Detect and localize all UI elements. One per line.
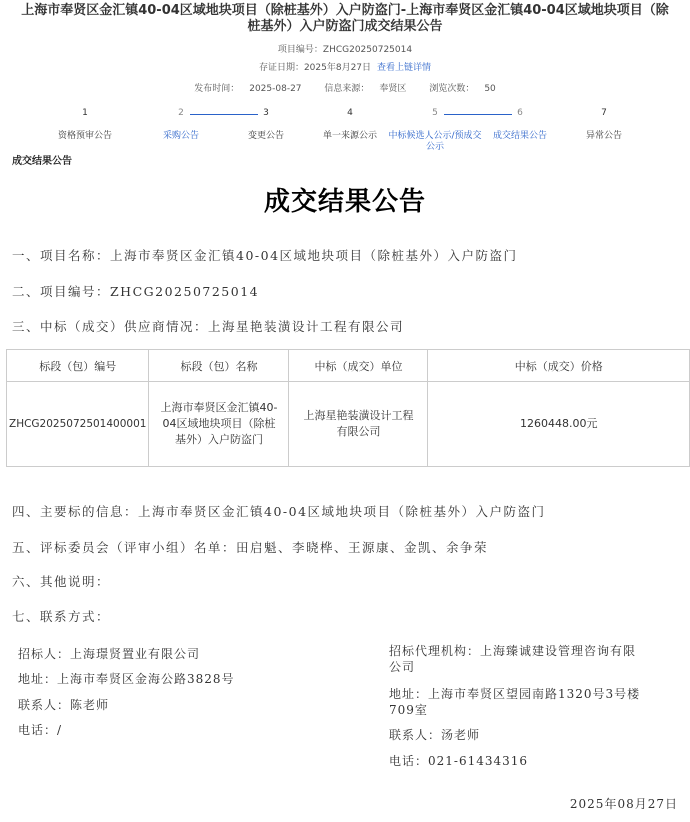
- result-table: [6, 349, 690, 467]
- step-number: 2: [178, 108, 184, 118]
- table-header: 标段（包）编号: [7, 350, 149, 382]
- agency-phone: 电话：021-61434316: [389, 754, 529, 768]
- step-number: 4: [347, 108, 353, 118]
- evidence-line: [0, 60, 690, 73]
- agency-name-cont: 公司: [389, 660, 416, 674]
- lot-code-cell: ZHCG2025072501400001: [7, 382, 149, 467]
- step-number: 1: [82, 108, 88, 118]
- notice-date: 2025年08月27日: [569, 797, 678, 811]
- step-1[interactable]: [30, 108, 140, 142]
- evidence-date-label: 存证日期：: [258, 63, 304, 73]
- table-header: 中标（成交）价格: [428, 350, 690, 382]
- step-label: 成交结果公告: [492, 131, 547, 141]
- lot-name-cell: 上海市奉贤区金汇镇40-04区域地块项目（除桩基外）入户防盗门: [149, 382, 289, 467]
- buyer-name: 招标人：上海璟贤置业有限公司: [18, 647, 201, 661]
- committee-line: 五、评标委员会（评审小组）名单：田启魁、李晓桦、王源康、金凯、余争荣: [12, 540, 489, 555]
- publish-time: [189, 84, 306, 94]
- page-title: 上海市奉贤区金汇镇40-04区域地块项目（除桩基外）入户防盗门-上海市奉贤区金汇镇40-04区域地块项目（除桩基外）入户防盗门成交结果公告: [21, 3, 669, 34]
- other-notes-line: 六、其他说明：: [12, 574, 111, 589]
- step-label: 单一来源公示: [322, 131, 377, 141]
- buyer-phone: 电话：/: [18, 723, 63, 737]
- project-name-line: 一、项目名称：上海市奉贤区金汇镇40-04区域地块项目（除桩基外）入户防盗门: [12, 248, 518, 263]
- section-label: 成交结果公告: [12, 156, 72, 167]
- project-code-line: 二、项目编号：ZHCG20250725014: [12, 284, 260, 299]
- winner-cell: 上海星艳装潢设计工程有限公司: [289, 382, 428, 467]
- step-label: 变更公告: [247, 131, 284, 141]
- step-7[interactable]: [549, 108, 659, 142]
- table-header-row: [7, 350, 690, 382]
- info-source: [319, 84, 411, 94]
- price-cell: 1260448.00元: [428, 382, 690, 467]
- buyer-address: 地址：上海市奉贤区金海公路3828号: [18, 672, 235, 686]
- agency-contact: 联系人：汤老师: [389, 728, 481, 742]
- step-label: 资格预审公告: [57, 131, 112, 141]
- views-label: 浏览次数：: [429, 84, 475, 94]
- step-label: 异常公告: [585, 131, 622, 141]
- process-steps: [0, 108, 690, 154]
- publish-info: [0, 81, 690, 94]
- subject-line: 四、主要标的信息：上海市奉贤区金汇镇40-04区域地块项目（除桩基外）入户防盗门: [12, 504, 546, 519]
- agency-name: 招标代理机构：上海臻诚建设管理咨询有限: [389, 644, 637, 658]
- supplier-line: 三、中标（成交）供应商情况：上海星艳装潢设计工程有限公司: [12, 319, 405, 334]
- contact-heading: 七、联系方式：: [12, 609, 111, 624]
- step-number: 5: [432, 108, 438, 118]
- project-number-line: [0, 42, 690, 55]
- table-header: 标段（包）名称: [149, 350, 289, 382]
- table-row: [7, 382, 690, 467]
- source-value: 奉贤区: [379, 84, 407, 94]
- source-label: 信息来源：: [324, 84, 370, 94]
- chain-detail-link[interactable]: 查看上链详情: [377, 63, 432, 73]
- step-label: 中标候选人公示/预成交公示: [388, 131, 482, 152]
- project-number-label: 项目编号：: [277, 45, 323, 55]
- buyer-contact: 联系人：陈老师: [18, 698, 110, 712]
- step-number: 3: [263, 108, 269, 118]
- publish-time-label: 发布时间：: [194, 84, 240, 94]
- step-label: 采购公告: [162, 131, 199, 141]
- agency-address-cont: 709室: [389, 703, 428, 717]
- project-number: ZHCG20250725014: [322, 45, 413, 55]
- document-title: 成交结果公告: [263, 187, 426, 217]
- publish-time-value: 2025-08-27: [249, 84, 302, 94]
- step-number: 7: [601, 108, 607, 118]
- evidence-date: 2025年8月27日: [303, 63, 372, 73]
- view-count: [424, 84, 500, 94]
- table-header: 中标（成交）单位: [289, 350, 428, 382]
- agency-address: 地址：上海市奉贤区望园南路1320号3号楼: [389, 687, 641, 701]
- step-number: 6: [517, 108, 523, 118]
- views-value: 50: [484, 84, 496, 94]
